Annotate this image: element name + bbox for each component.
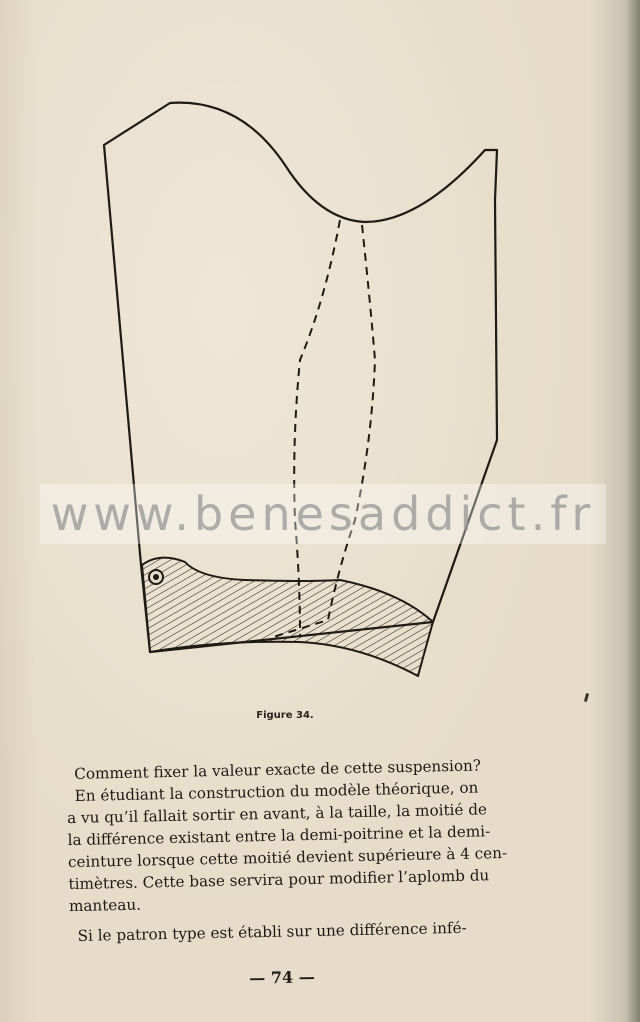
body-paragraphs bbox=[66, 754, 530, 947]
button-mark bbox=[149, 570, 163, 584]
page-edge-shadow bbox=[626, 0, 640, 1022]
text-line: Comment fixer la valeur exacte de cette suspension? bbox=[74, 756, 482, 783]
text-line: Si le patron type est établi sur une différence infé- bbox=[77, 918, 467, 945]
text-line: manteau. bbox=[68, 895, 142, 916]
text-line: a vu qu’il fallait sortir en avant, à la taille, la moitié de bbox=[66, 800, 488, 828]
cuff-band-hatched bbox=[142, 558, 433, 676]
figure-caption: Figure 34. bbox=[256, 710, 314, 721]
text-line: En étudiant la construction du modèle théorique, on bbox=[74, 778, 479, 805]
dashed-seam-right bbox=[270, 225, 375, 638]
page-number: — 74 — bbox=[249, 967, 315, 988]
dashed-seam-left bbox=[294, 220, 340, 635]
watermark: www.benesaddict.fr bbox=[40, 484, 606, 544]
text-line: ceinture lorsque cette moitié devient supérieure à 4 cen- bbox=[67, 843, 508, 872]
text-line: timètres. Cette base servira pour modifier l’aplomb du bbox=[68, 866, 490, 894]
text-line: la différence existant entre la demi-poitrine et la demi- bbox=[67, 822, 491, 850]
